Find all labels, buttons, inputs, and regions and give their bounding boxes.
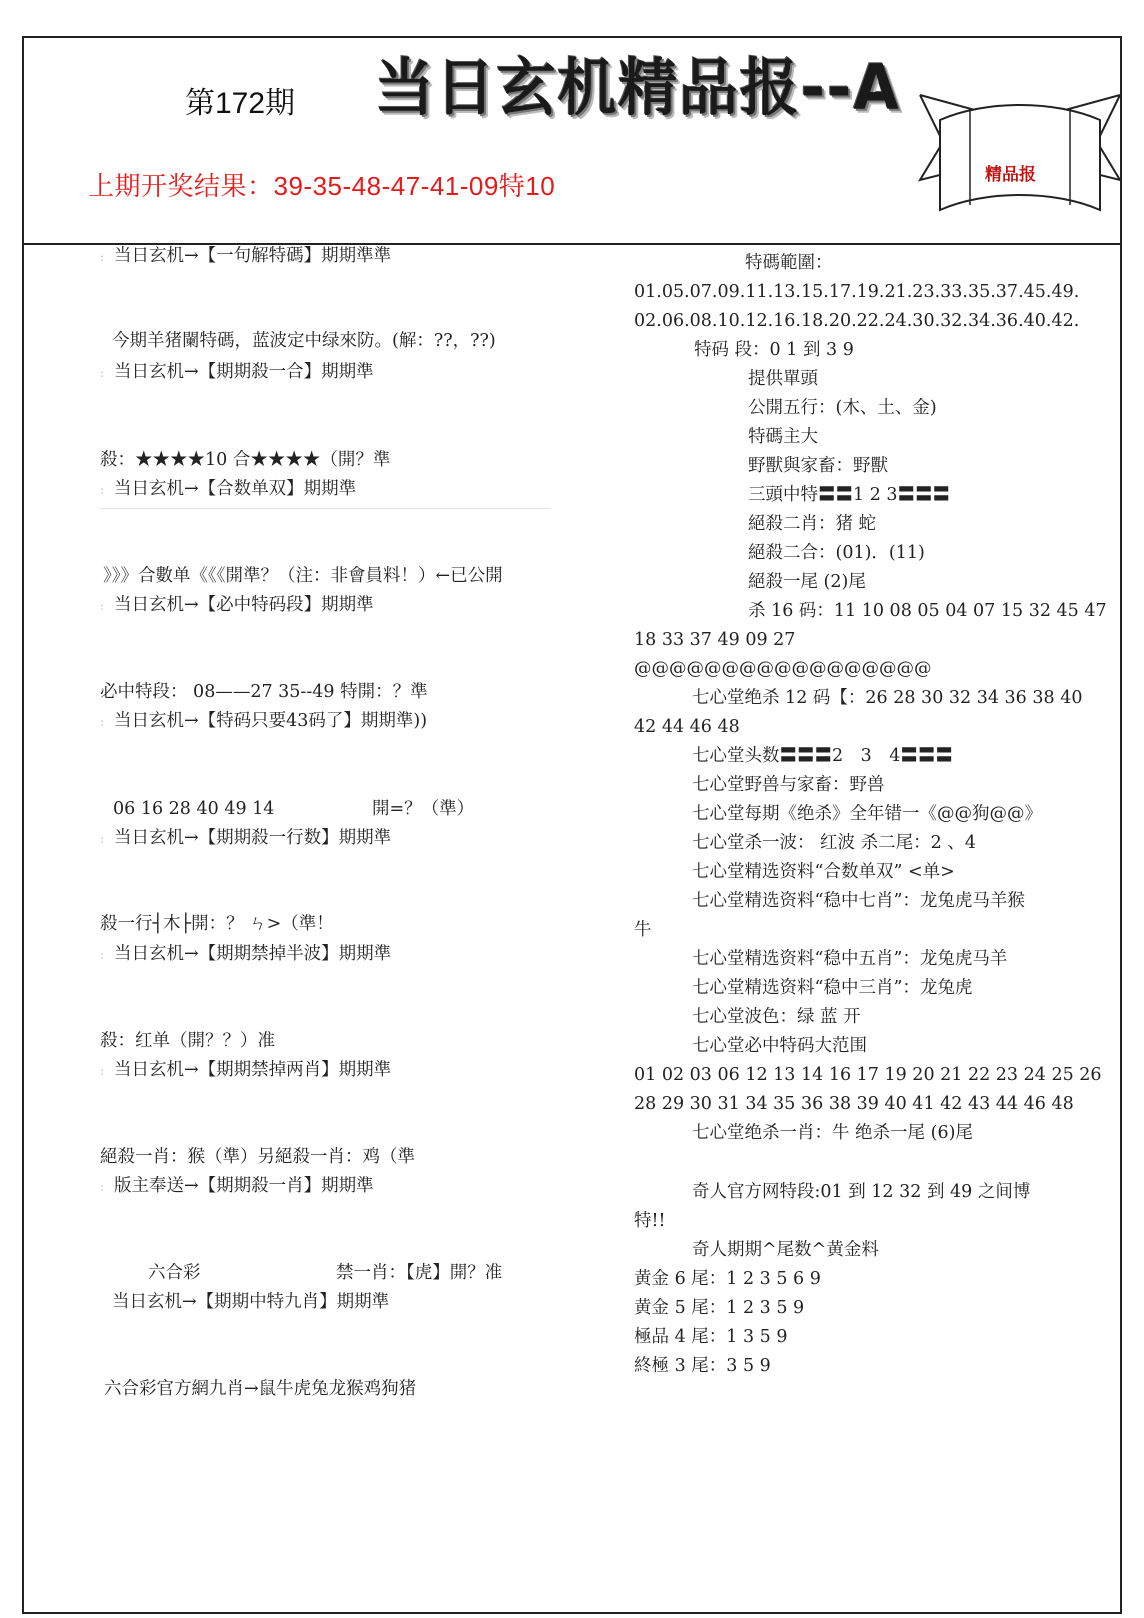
right-line: 七心堂头数〓〓〓2 3 4〓〓〓 [692,746,953,766]
right-line: 野獸與家畜：野獸 [748,456,888,476]
page-frame [22,36,1122,1614]
section-heading: 当日玄机→【期期中特九肖】期期準 [112,1292,390,1312]
ribbon-badge-icon [915,80,1125,220]
section-heading: : 当日玄机→【期期殺一合】期期準 [100,362,374,382]
page-title: 当日玄机精品报--A [375,51,901,124]
section-content: 殺：★★★★10 合★★★★（開？準 [100,450,391,470]
previous-result: 上期开奖结果：39-35-48-47-41-09特10 [88,171,556,201]
divider [100,508,550,509]
right-line: 28 29 30 31 34 35 36 38 39 40 41 42 43 44 46 48 [634,1094,1074,1114]
right-line: 01.05.07.09.11.13.15.17.19.21.23.33.35.37.45.49. [634,282,1080,302]
section-content: 六合彩 [148,1263,201,1283]
right-line: 01 02 03 06 12 13 14 16 17 19 20 21 22 23 24 25 26 [634,1065,1102,1085]
right-line: 公開五行：(木、土、金) [748,398,937,418]
right-line: 牛 [634,920,652,940]
section-heading: : 当日玄机→【期期禁掉两肖】期期準 [100,1060,392,1080]
section-content: 絕殺一肖：猴（準）另絕殺一肖：鸡（準 [100,1147,415,1167]
right-line: 黄金 5 尾：1 2 3 5 9 [634,1298,805,1318]
section-heading: : 当日玄机→【期期禁掉半波】期期準 [100,944,392,964]
right-line: 七心堂每期《绝杀》全年错一《@@狗@@》 [692,804,1042,824]
right-line: 七心堂精选资料“稳中七肖”：龙兔虎马羊猴 [692,891,1025,911]
section-heading: : 当日玄机→【合数单双】期期準 [100,479,357,499]
section-content: 06 16 28 40 49 14 [113,799,275,819]
right-line: @@@@@@@@@@@@@@@@@ [634,659,932,679]
section-content: 禁一肖：【虎】開？准 [336,1263,503,1283]
section-heading: : 当日玄机→【特码只要43码了】期期準)) [100,711,428,731]
section-heading: : 当日玄机→【必中特码段】期期準 [100,595,374,615]
right-line: 絕殺一尾 (2)尾 [748,572,866,592]
section-heading: : 当日玄机→【一句解特碼】期期準準 [100,246,392,266]
right-line: 七心堂精选资料“合数单双” <单> [692,862,955,882]
right-line: 特码 段：0 1 到 3 9 [694,340,854,360]
right-line: 七心堂精选资料“稳中五肖”：龙兔虎马羊 [692,949,1008,969]
right-line: 三頭中特〓〓1 2 3〓〓〓 [748,485,951,505]
right-line: 奇人官方网特段:01 到 12 32 到 49 之间博 [692,1182,1031,1202]
right-line: 18 33 37 49 09 27 [634,630,796,650]
right-line: 七心堂绝杀 12 码【：26 28 30 32 34 36 38 40 [692,688,1083,708]
right-line: 絕殺二合：(01)．(11) [748,543,925,563]
ribbon-label: 精品报 [985,165,1036,185]
section-content: 必中特段： 08——27 35--49 特開：？準 [100,682,428,702]
right-line: 七心堂绝杀一肖：牛 绝杀一尾 (6)尾 [692,1123,973,1143]
right-line: 特碼範圍： [745,253,833,273]
section-heading: : 当日玄机→【期期殺一行数】期期準 [100,828,392,848]
right-line: 42 44 46 48 [634,717,740,737]
right-line: 七心堂精选资料“稳中三肖”：龙兔虎 [692,978,973,998]
right-line: 七心堂必中特码大范围 [692,1036,867,1056]
right-line: 七心堂杀一波： 红波 杀二尾：2 、4 [692,833,976,853]
right-line: 七心堂波色：绿 蓝 开 [692,1007,861,1027]
right-line: 七心堂野兽与家畜：野兽 [692,775,885,795]
section-content: 殺：红单（開？？）准 [100,1031,275,1051]
section-heading: : 版主奉送→【期期殺一肖】期期準 [100,1176,374,1196]
section-content: 殺一行┤木├開：？ ㄣ>（準！ [100,914,334,934]
right-line: 特!! [634,1211,666,1231]
right-line: 黄金 6 尾：1 2 3 5 6 9 [634,1269,821,1289]
section-content: 開=？（準） [372,799,475,819]
right-line: 奇人期期^尾数^黄金料 [692,1240,879,1260]
right-line: 極品 4 尾：1 3 5 9 [634,1327,788,1347]
header-divider [22,243,1122,245]
right-line: 絕殺二肖：猪 蛇 [748,514,877,534]
right-line: 提供單頭 [748,369,818,389]
right-line: 終極 3 尾：3 5 9 [634,1356,771,1376]
section-content: 》》》合數单《《《開準？（注：非會員料！）←已公開 [103,566,503,586]
section-content: 今期羊猪闌特碼，蓝波定中绿來防。(解：??，??) [112,331,496,351]
issue-number: 第172期 [185,87,296,120]
right-line: 特碼主大 [748,427,818,447]
right-line: 02.06.08.10.12.16.18.20.22.24.30.32.34.36.40.42. [634,311,1080,331]
right-line: 杀 16 码：11 10 08 05 04 07 15 32 45 47 [748,601,1107,621]
section-content: 六合彩官方網九肖→鼠牛虎兔龙猴鸡狗猪 [104,1379,417,1399]
